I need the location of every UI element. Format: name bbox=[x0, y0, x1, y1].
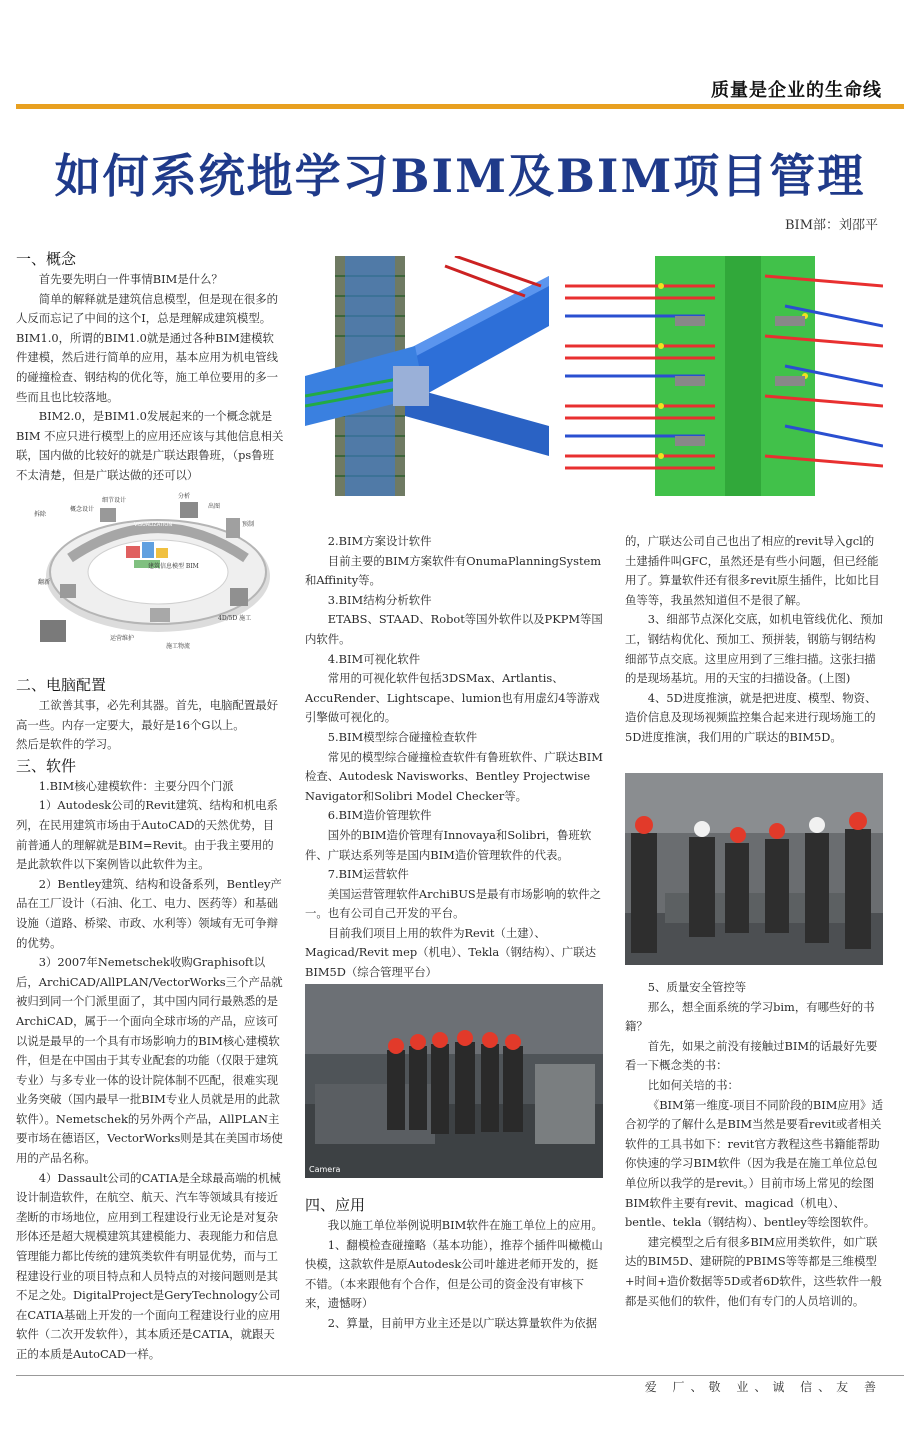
column-1-bottom bbox=[16, 674, 284, 1365]
paragraph: 常见的模型综合碰撞检查软件有鲁班软件、广联达BIM检查、Autodesk Navisworks、Bentley Projectwise Navigator和Solibri Model Checker等。 bbox=[305, 749, 603, 803]
column-2-top bbox=[305, 532, 605, 983]
diagram-label: 细节设计 bbox=[102, 497, 127, 504]
paragraph: 首先，如果之前没有接触过BIM的话最好先要看一下概念类的书： bbox=[625, 1038, 878, 1073]
paragraph: 4、5D进度推演，就是把进度、模型、物资、造价信息及现场视频监控集合起来进行现场施工的5D进度推演，我们用的广联达的BIM5D。 bbox=[625, 690, 877, 744]
photo-caption: Camera bbox=[309, 1165, 341, 1174]
diagram-label: 拆除 bbox=[34, 511, 47, 518]
paragraph: 1）Autodesk公司的Revit建筑、结构和机电系列，在民用建筑市场由于AutoCAD的天然优势，目前普通人的理解就是BIM=Revit。由于我主要用的是此款软件以下案例皆以此软件为主。 bbox=[16, 798, 278, 872]
site-inspection-photo-svg bbox=[305, 984, 603, 1178]
author-byline: BIM部：刘邵平 bbox=[785, 218, 878, 233]
paragraph: ETABS、STAAD、Robot等国外软件以及PKPM等国内软件。 bbox=[305, 612, 603, 646]
bim-lifecycle-diagram bbox=[30, 488, 282, 658]
site-inspection-photo bbox=[305, 984, 603, 1178]
paragraph: 美国运营管理软件ArchiBUS是最有市场影响的软件之一。也有公司自己开发的平台。 bbox=[305, 886, 602, 921]
diagram-ring-label: VISUALIZATION bbox=[134, 522, 173, 528]
paragraph: 1.BIM核心建模软件：主要分四个门派 bbox=[38, 778, 234, 793]
subsection-heading: 2.BIM方案设计软件 bbox=[327, 534, 432, 548]
steel-column-model-svg bbox=[305, 256, 549, 496]
section-heading-concept: 一、概念 bbox=[16, 250, 77, 268]
paragraph: 建完模型之后有很多BIM应用类软件，如广联达的BIM5D、建研院的PBIMS等等都是三维模型+时间+造价数据等5D或者6D软件，这些软件一般都是买他们的软件，他们有专门的人员培训的。 bbox=[625, 1234, 882, 1308]
paragraph: 我以施工单位举例说明BIM软件在施工单位上的应用。 bbox=[327, 1218, 603, 1232]
subsection-heading: 3.BIM结构分析软件 bbox=[327, 592, 432, 607]
subsection-heading: 6.BIM造价管理软件 bbox=[327, 808, 432, 823]
diagram-label: 出图 bbox=[208, 503, 221, 510]
diagram-label: 分析 bbox=[178, 493, 191, 500]
header-rule bbox=[16, 104, 904, 109]
column-2-bottom bbox=[305, 1194, 605, 1334]
diagram-label: 运营维护 bbox=[110, 635, 135, 642]
paragraph: 国外的BIM造价管理有Innovaya和Solibri，鲁班软件、广联达系列等是国内BIM造价管理软件的代表。 bbox=[305, 827, 592, 862]
paragraph: 3、细部节点深化交底，如机电管线优化、预加工，钢结构优化、预加工、预拼装，钢筋与钢结构细部节点交底。这里应用到了三维扫描。这张扫描的是现场基坑。用的天宝的扫描设备。(上图) bbox=[625, 612, 883, 686]
diagram-center-label: 建筑信息模型 BIM bbox=[148, 563, 199, 570]
paragraph: 2）Bentley建筑、结构和设备系列，Bentley产品在工厂设计（石油、化工、电力、医药等）和基础设施（道路、桥梁、市政、水利等）领域有无可争辩的优势。 bbox=[16, 876, 282, 950]
paragraph: 首先要先明白一件事情BIM是什么？ bbox=[38, 272, 223, 286]
section-heading-pc: 二、电脑配置 bbox=[16, 676, 107, 694]
paragraph: 的，广联达公司自己也出了相应的revit导入gcl的土建插件叫GFC，虽然还是有些小问题，但已经能用了。算量软件还有很多revit原生插件，比如比目鱼等等，我虽然知道但不是很了解。 bbox=[625, 534, 880, 607]
subsection-heading: 7.BIM运营软件 bbox=[327, 867, 409, 882]
paragraph: 简单的解释就是建筑信息模型，但是现在很多的人反而忘记了中间的这个I，总是理解成建筑模型。BIM1.0，所谓的BIM1.0就是通过各种BIM建模软件建模，然后进行简单的应用，基本应用为机电管线的碰撞检查、钢结构的优化等，施工单位要用的多一些而且也比较落地。 bbox=[16, 291, 279, 404]
bim-lifecycle-diagram-svg bbox=[30, 488, 282, 658]
paragraph: 比如何关培的书： bbox=[647, 1077, 739, 1092]
paragraph: 那么，想全面系统的学习bim，有哪些好的书籍？ bbox=[625, 999, 875, 1034]
paragraph: 1、翻模检查碰撞略（基本功能），推荐个插件叫橄榄山快模，这款软件是原Autodesk公司叶雄进老师开发的，挺不错。（本来跟他有个合作，但是公司的资金没有审核下来，遗憾呀） bbox=[305, 1237, 603, 1311]
paragraph: 工欲善其事，必先利其器。首先，电脑配置最好高一些。内存一定要大，最好是16个G以上。 bbox=[16, 698, 279, 732]
green-column-model-svg bbox=[565, 256, 883, 496]
diagram-label: 施工物流 bbox=[166, 643, 191, 650]
column-3-top bbox=[625, 532, 883, 748]
subsection-heading: 4.BIM可视化软件 bbox=[327, 651, 421, 666]
section-heading-software: 三、软件 bbox=[16, 756, 77, 775]
paragraph: 常用的可视化软件包括3DSMax、Artlantis、AccuRender、Lightscape、lumion也有用虚幻4等游戏引擎做可视化的。 bbox=[305, 671, 600, 725]
subsection-heading: 5.BIM模型综合碰撞检查软件 bbox=[327, 729, 478, 744]
footer-motto: 爱 厂、敬 业、诚 信、友 善 bbox=[644, 1380, 882, 1394]
diagram-label: 翻新 bbox=[38, 579, 51, 586]
paragraph: 5、质量安全管控等 bbox=[647, 980, 747, 994]
steel-column-model-image bbox=[305, 256, 549, 496]
header-slogan: 质量是企业的生命线 bbox=[711, 80, 882, 101]
paragraph: 4）Dassault公司的CATIA是全球最高端的机械设计制造软件，在航空、航天、汽车等领域具有接近垄断的市场地位，应用到工程建设行业无论是对复杂形体还是超大规模建筑其建模能力、表现能力和信息管理能力都比传统的建筑类软件有明显优势，而与工程建设行业的项目特点和人员特点的对接问题则是其不足之处。DigitalProject是GeryTechnology公司在CATIA基础上开发的一个面向工程建设行业的应用软件（二次开发软件），其本质还是CATIA，就跟天正的本质是AutoCAD一样。 bbox=[16, 1170, 281, 1361]
paragraph: 目前我们项目上用的软件为Revit（土建）、Magicad/Revit mep（机电）、Tekla（钢结构）、广联达BIM5D（综合管理平台） bbox=[305, 925, 596, 980]
paragraph: 然后是软件的学习。 bbox=[16, 737, 119, 752]
diagram-label: 4D/5D 施工 bbox=[218, 615, 252, 622]
green-column-model-image bbox=[565, 256, 883, 496]
footer-rule bbox=[16, 1375, 904, 1376]
paragraph: 2、算量，目前甲方业主还是以广联达算量软件为依据 bbox=[327, 1315, 598, 1330]
workshop-team-photo bbox=[625, 773, 883, 965]
paragraph: 目前主要的BIM方案软件有OnumaPlanningSystem和Affinity等。 bbox=[305, 553, 602, 588]
column-1-top bbox=[16, 248, 284, 486]
paragraph: 3）2007年Nemetschek收购Graphisoft以后，ArchiCAD/AllPLAN/VectorWorks三个产品就被归到同一个门派里面了，其中国内同行最熟悉的是ArchiCAD，属于一个面向全球市场的产品，应该可以说是最早的一个具有市场影响力的BIM核心建模软件，但是在中国由于其专业配套的功能（仅限于建筑专业）与多专业一体的设计院体制不匹配，很难实现业务突破（国内最早一批BIM专业人员就是用的此款软件）。Nemetschek的另外两个产品，AllPLAN主要市场在德语区，VectorWorks则是其在美国市场使用的产品名称。 bbox=[16, 955, 283, 1166]
diagram-label: 预制 bbox=[242, 521, 255, 528]
diagram-label: 概念设计 bbox=[70, 506, 95, 513]
column-3-bottom bbox=[625, 978, 883, 1311]
paragraph: BIM2.0，是BIM1.0发展起来的一个概念就是BIM 不应只进行模型上的应用还应该与其他信息相关联，国内做的比较好的就是广联达跟鲁班，（ps鲁班不太清楚，但是广联达做的还可以） bbox=[16, 409, 284, 482]
workshop-team-photo-svg bbox=[625, 773, 883, 965]
paragraph: 《BIM第一维度-项目不同阶段的BIM应用》适合初学的了解什么是BIM当然是要看revit或者相关软件的工具书如下：revit官方教程这些书籍能帮助你快速的学习BIM软件（因为我是在施工单位总包单位所以我学的是revit。）目前市场上常见的绘图BIM软件主要有revit、magicad（机电）、bentle、tekla（钢结构）、bentley等绘图软件。 bbox=[625, 1097, 883, 1230]
section-heading-application: 四、应用 bbox=[305, 1196, 366, 1214]
page-title: 如何系统地学习BIM及BIM项目管理 bbox=[54, 149, 866, 203]
